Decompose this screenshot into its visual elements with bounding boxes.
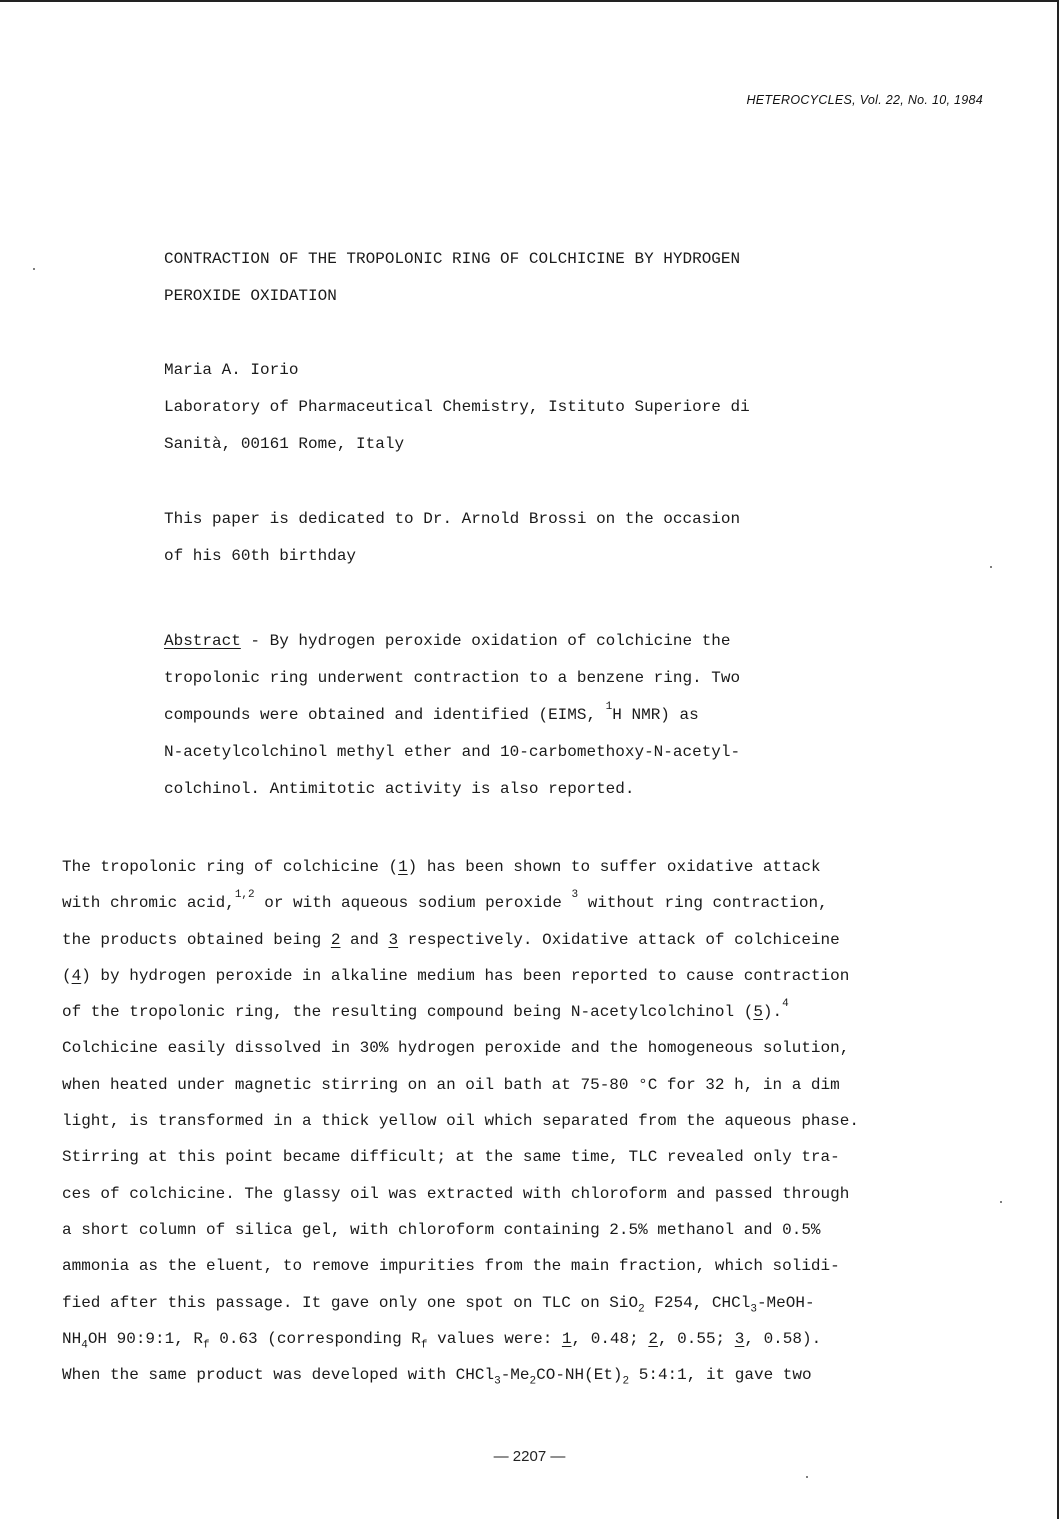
abstract-line-4: N-acetylcolchinol methyl ether and 10-carbomethoxy-N-acetyl- [164,743,741,761]
body-line-14: $NH_4OH$ 90:9:1, $R_f$ 0.63 (corresponding $R_f$ values were: 1, 0.48; 2, 0.55; 3, 0.58). [62,1329,822,1352]
body-line-10: ces of colchicine. The glassy oil was extracted with chloroform and passed through [62,1184,850,1203]
body-line-3: the products obtained being 2 and 3 respectively. Oxidative attack of colchiceine [62,930,840,949]
body-line-13: fied after this passage. It gave only one spot on TLC on SiO$_2$ F254, CHCl$_3$-MeOH- [62,1293,815,1315]
body-line-2: with chromic acid,$^{1,2}$ or with aqueous sodium peroxide $^3$ without ring contraction, [62,889,828,913]
body-line-1: The tropolonic ring of colchicine (1) has been shown to suffer oxidative attack [62,858,821,876]
body-line-8: light, is transformed in a thick yellow oil which separated from the aqueous phase. [62,1112,859,1131]
body-line-12: ammonia as the eluent, to remove impurities from the main fraction, which solidi- [62,1257,840,1276]
dedication-line-1: This paper is dedicated to Dr. Arnold Brossi on the occasion [164,510,741,528]
affiliation-line-1: Laboratory of Pharmaceutical Chemistry, Istituto Superiore di [164,398,750,416]
abstract-line-3: compounds were obtained and identified (EIMS, $^1$H NMR) as [164,701,699,724]
body-line-11: a short column of silica gel, with chloroform containing 2.5% methanol and 0.5% [62,1220,821,1239]
body-paragraph [62,849,992,1393]
scan-speck [1000,1201,1002,1203]
dedication [164,501,864,575]
abstract [164,623,864,808]
scan-speck [990,566,992,568]
title-line-1: CONTRACTION OF THE TROPOLONIC RING OF COLCHICINE BY HYDROGEN [164,250,741,268]
author-block [164,352,864,463]
page-number: — 2207 — [493,1448,566,1465]
body-line-4: (4) by hydrogen peroxide in alkaline medium has been reported to cause contraction [62,966,850,985]
article-title [164,241,864,315]
dedication-line-2: of his 60th birthday [164,547,357,565]
abstract-label: Abstract [164,632,241,650]
body-line-9: Stirring at this point became difficult; at the same time, TLC revealed only tra- [62,1148,840,1167]
title-line-2: PEROXIDE OXIDATION [164,287,337,305]
body-line-5: of the tropolonic ring, the resulting compound being N-acetylcolchinol (5).$^4$ [62,998,789,1022]
scan-speck [806,1476,808,1478]
body-line-15: When the same product was developed with $CHCl_3-Me_2CO-NH(Et)_2$ 5:4:1, it gave two [62,1366,812,1388]
scan-speck [33,268,35,270]
page-border-top [0,0,1059,2]
abstract-line-2: tropolonic ring underwent contraction to a benzene ring. Two [164,669,741,687]
body-line-6: Colchicine easily dissolved in 30% hydrogen peroxide and the homogeneous solution, [62,1039,850,1058]
journal-citation: HETEROCYCLES, Vol. 22, No. 10, 1984 [746,93,983,107]
abstract-line-5: colchinol. Antimitotic activity is also reported. [164,780,635,798]
affiliation-line-2: Sanità, 00161 Rome, Italy [164,435,405,453]
abstract-line-1: Abstract - By hydrogen peroxide oxidation of colchicine the [164,632,731,650]
author-name: Maria A. Iorio [164,361,299,379]
body-line-7: when heated under magnetic stirring on an oil bath at 75-80 °C for 32 h, in a dim [62,1075,840,1094]
